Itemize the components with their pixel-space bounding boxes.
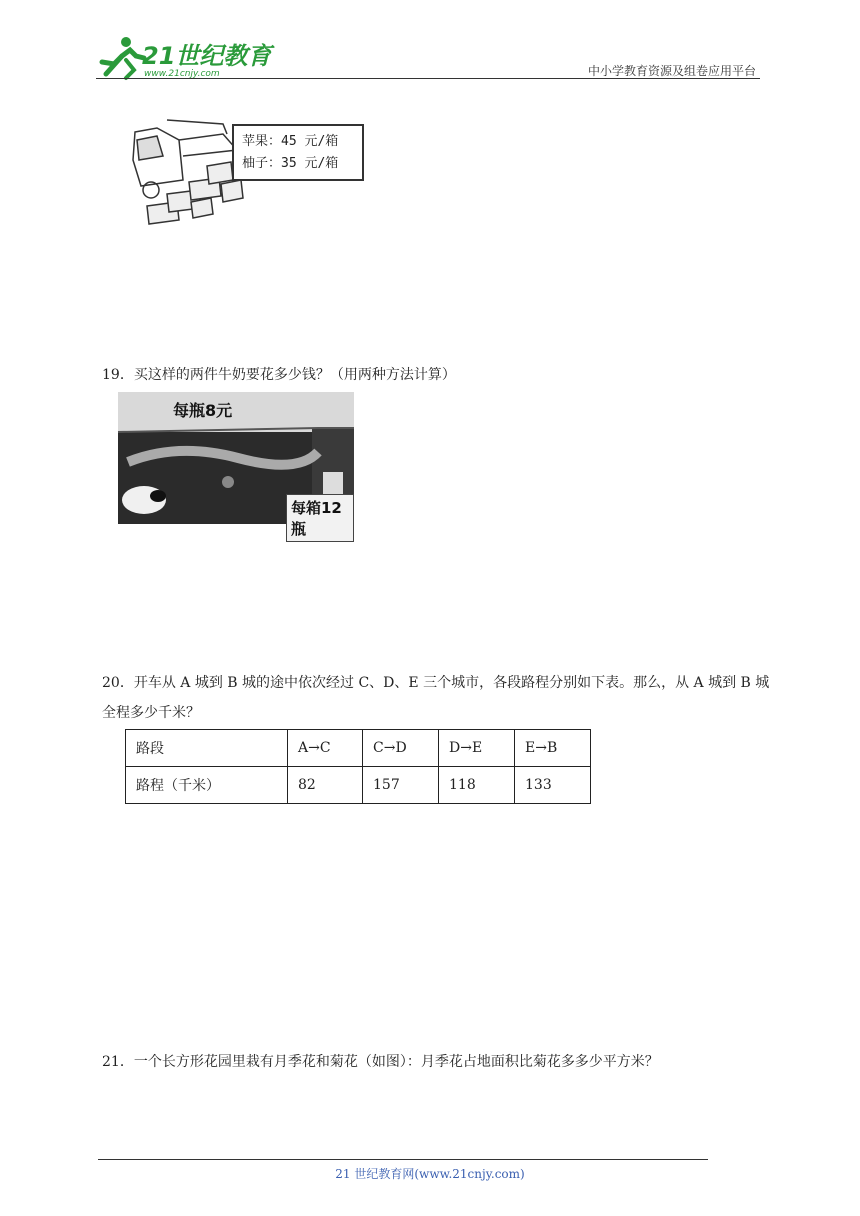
table-cell: 82 — [288, 767, 363, 804]
apple-price: 苹果：45 元/箱 — [242, 134, 339, 149]
table-cell: 118 — [439, 767, 515, 804]
question-19: 19．买这样的两件牛奶要花多少钱？（用两种方法计算） — [102, 367, 456, 383]
footer-divider — [98, 1159, 708, 1160]
table-header-cell: C→D — [363, 730, 439, 767]
table-header-cell: 路段 — [126, 730, 288, 767]
header-divider — [96, 78, 760, 79]
route-table — [125, 729, 591, 804]
milk-bottle-price: 每瓶8元 — [173, 401, 233, 420]
table-header-cell: E→B — [515, 730, 591, 767]
question-21: 21．一个长方形花园里栽有月季花和菊花（如图）：月季花占地面积比菊花多多少平方米？ — [102, 1054, 659, 1070]
table-row — [126, 730, 591, 767]
milk-box-count: 每箱12瓶 — [286, 494, 354, 542]
footer-link[interactable]: 21 世纪教育网(www.21cnjy.com) — [335, 1167, 525, 1181]
logo-runner-icon — [96, 34, 272, 80]
logo-text: 21世纪教育 — [142, 42, 272, 70]
table-cell: 133 — [515, 767, 591, 804]
question-20: 20．开车从 A 城到 B 城的途中依次经过 C、D、E 三个城市，各段路程分别如下表。那么，从 A 城到 B 城全程多少千米？ — [102, 675, 770, 721]
table-header-cell: A→C — [288, 730, 363, 767]
pomelo-price: 柚子：35 元/箱 — [242, 156, 339, 171]
milk-photo — [118, 392, 354, 538]
platform-name: 中小学教育资源及组卷应用平台 — [587, 64, 756, 78]
logo-url: www.21cnjy.com — [144, 69, 220, 79]
table-cell: 157 — [363, 767, 439, 804]
table-header-cell: D→E — [439, 730, 515, 767]
site-logo — [96, 34, 272, 80]
table-cell: 路程（千米） — [126, 767, 288, 804]
table-row — [126, 767, 591, 804]
price-sign — [232, 124, 364, 181]
